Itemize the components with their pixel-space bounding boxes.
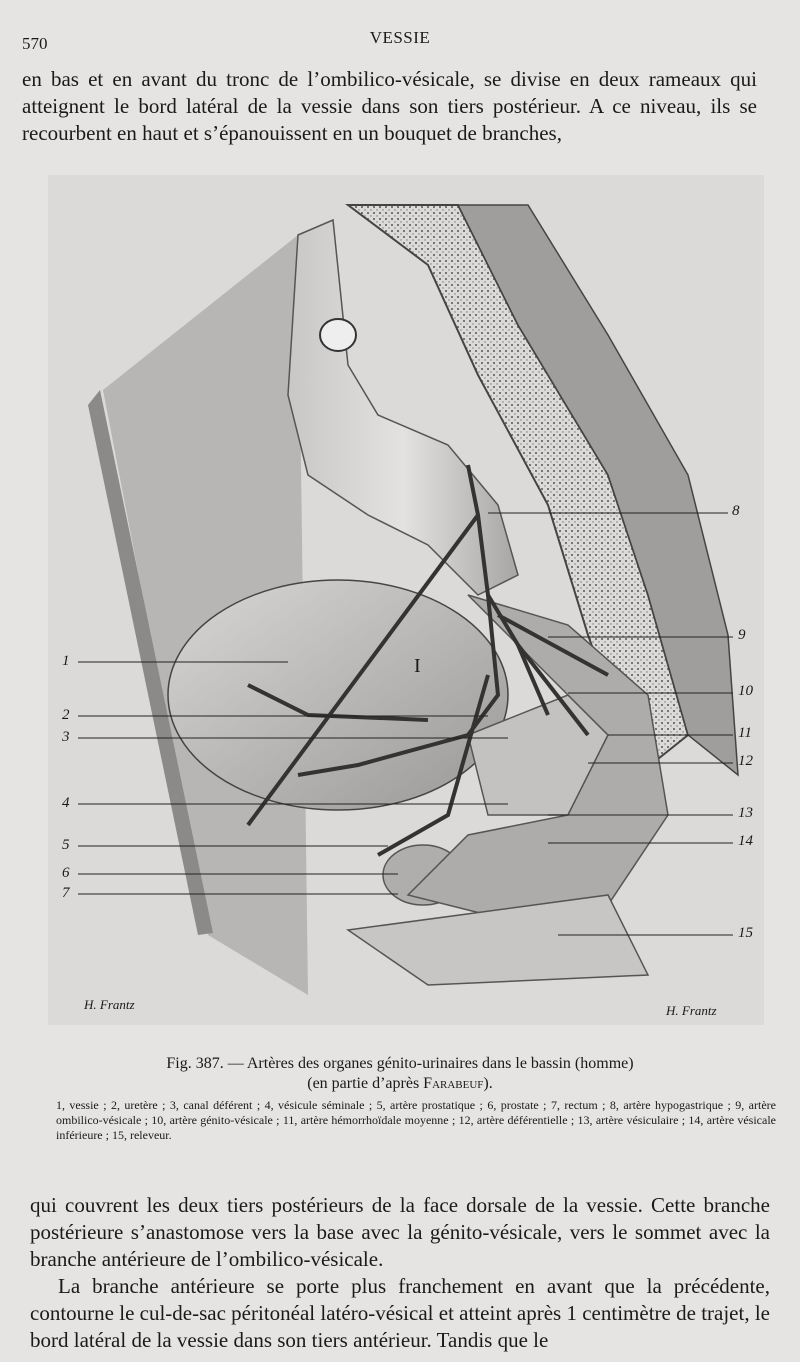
pelvis-illustration <box>48 175 764 1025</box>
running-title: VESSIE <box>369 28 431 47</box>
artist-signature-right: H. Frantz <box>666 1003 717 1018</box>
figure-label-5: 5 <box>62 837 70 853</box>
figure-caption <box>0 1054 800 1094</box>
caption-subtitle-suffix: ). <box>483 1075 493 1092</box>
figure-label-13: 13 <box>738 805 753 821</box>
paragraph-1: qui couvrent les deux tiers postérieurs de la face dorsale de la vessie. Cette branche postérieure s’anastomose vers la base avec la génito-vésicale, vers le sommet avec la branche antérieure de l’ombilico-vésicale. <box>30 1193 770 1271</box>
figure-label-6: 6 <box>62 865 70 881</box>
figure-label-14: 14 <box>738 833 753 849</box>
figure-label-10: 10 <box>738 683 753 699</box>
caption-author: Farabeuf <box>423 1075 484 1092</box>
caption-title: Fig. 387. — Artères des organes génito-urinaires dans le bassin (homme) <box>166 1055 634 1072</box>
page-number: 570 <box>22 34 48 53</box>
body-text-top: en bas et en avant du tronc de l’ombilico-vésicale, se divise en deux rameaux qui atteignent le bord latéral de la vessie dans son tiers postérieur. A ce niveau, ils se recourbent en haut et s’épanouissent en un bouquet de branches, <box>22 67 757 145</box>
bladder <box>168 580 508 810</box>
artist-signature-left: H. Frantz <box>84 997 135 1012</box>
figure-inner-label: I <box>414 655 421 677</box>
figure-label-1: 1 <box>62 653 70 669</box>
figure-label-2: 2 <box>62 707 70 723</box>
caption-subtitle <box>0 1074 800 1094</box>
anatomical-figure <box>48 175 764 1025</box>
figure-label-3: 3 <box>62 729 70 745</box>
figure-label-9: 9 <box>738 627 746 643</box>
caption-subtitle-prefix: (en partie d’après <box>307 1075 424 1092</box>
figure-label-11: 11 <box>738 725 752 741</box>
figure-label-8: 8 <box>732 503 740 519</box>
body-text-bottom <box>30 1192 770 1354</box>
figure-label-7: 7 <box>62 885 70 901</box>
figure-legend: 1, vessie ; 2, uretère ; 3, canal déférent ; 4, vésicule séminale ; 5, artère prostatique ; 6, prostate ; 7, rectum ; 8, artère hypogastrique ; 9, artère ombilico-vésicale ; 10, artère génito-vésicale ; 11, artère hémorrhoïdale moyenne ; 12, artère déférentielle ; 13, artère vésiculaire ; 14, artère vésicale inférieure ; 15, releveur. <box>56 1098 776 1142</box>
figure-label-15: 15 <box>738 925 753 941</box>
figure-label-4: 4 <box>62 795 70 811</box>
paragraph-2: La branche antérieure se porte plus franchement en avant que la précédente, contourne le cul-de-sac péritonéal latéro-vésical et atteint après 1 centimètre de trajet, le bord latéral de la vessie dans son tiers antérieur. Tandis que le <box>30 1274 770 1352</box>
figure-label-12: 12 <box>738 753 753 769</box>
